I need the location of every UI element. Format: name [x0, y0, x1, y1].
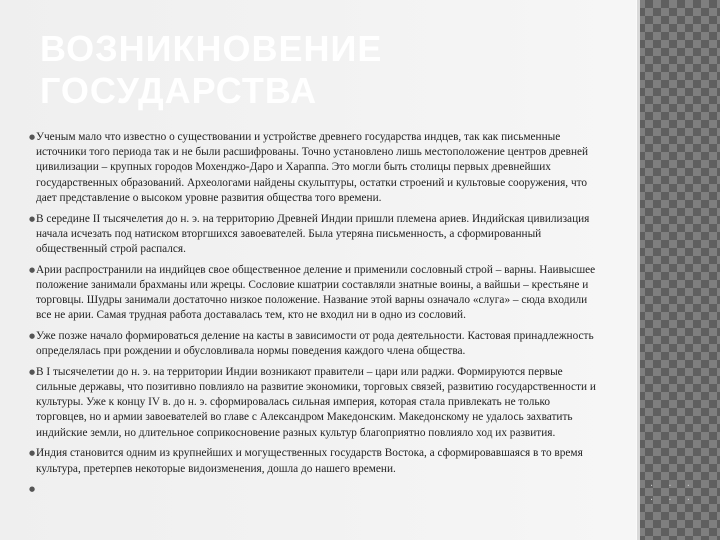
decorative-dots: · · · · · · — [650, 481, 696, 506]
slide-title: ВОЗНИКНОВЕНИЕ ГОСУДАРСТВА — [40, 28, 383, 111]
bullet-icon: ● — [29, 214, 36, 223]
bullet-icon: ● — [29, 265, 36, 274]
bullet-icon: ● — [29, 367, 36, 376]
list-item — [28, 446, 603, 476]
list-item — [28, 130, 603, 206]
pattern-strip-edge — [637, 0, 640, 540]
decorative-pattern-strip — [637, 0, 720, 540]
paragraph-text: В середине II тысячелетия до н. э. на территорию Древней Индии пришли племена ариев. Индийская цивилизация начала исчезать под натиском вторгшихся завоевателей. Была утеряна письменность, а сформированный общественный строй распался. — [36, 212, 590, 255]
bullet-icon: ● — [29, 485, 36, 494]
list-item — [28, 365, 603, 441]
bullet-icon: ● — [29, 133, 36, 141]
bullet-icon: ● — [29, 331, 36, 340]
paragraph-text: Индия становится одним из крупнейших и могущественных государств Востока, а сформировавшаяся в то время культура, претерпев некоторые видоизменения, дошла до нашего времени. — [36, 447, 583, 475]
paragraph-text: Уже позже начало формироваться деление на касты в зависимости от рода деятельности. Кастовая принадлежность определялась при рождении и обусловливала нормы поведения каждого члена общества. — [36, 329, 594, 358]
paragraph-text: В I тысячелетии до н. э. на территории Индии возникают правители – цари или раджи. Формируются первые сильные державы, что позитивно повлияло на развитие экономики, торговых связей, развитию государственности и культуры. Уже к концу IV в. до н. э. сформировалась сильная империя, которая стала привлекать не только торговцев, но и армии завоевателей во главе с Александром Македонским. Македонскому не удалось захватить индийские земли, но длительное соприкосновение разных культур благоприятно повлияло ход их развития. — [36, 365, 596, 439]
list-item — [28, 212, 603, 258]
list-item — [28, 329, 603, 359]
paragraph-text: Ученым мало что известно о существовании и устройстве древнего государства индцев, так как письменные источники того периода так и не были расшифрованы. Точно установлено лишь местоположение центров древней цивилизации – крупных городов Мохенджо-Даро и Хараппа. Это могли быть столицы первых древнейших государственных образований. Археологами найдены скульптуры, остатки строений и культовые сооружения, что дает представление о высоком уровне развития общества того времени. — [36, 131, 589, 204]
bullet-list — [28, 130, 603, 494]
paragraph-text: Арии распространили на индийцев свое общественное деление и применили сословный строй – варны. Наивысшее положение занимали брахманы или жрецы. Сословие кшатрии составляли знатные воины, а вайшьи – крестьяне и торговцы. Шудры занимали достаточно низкое положение. Название этой варны означало «слуга» – сюда входили все не арии. Самая трудная работа доставалась тем, кто не входил ни в одно из сословий. — [36, 263, 596, 322]
bullet-icon: ● — [29, 449, 36, 458]
list-item — [28, 263, 603, 324]
